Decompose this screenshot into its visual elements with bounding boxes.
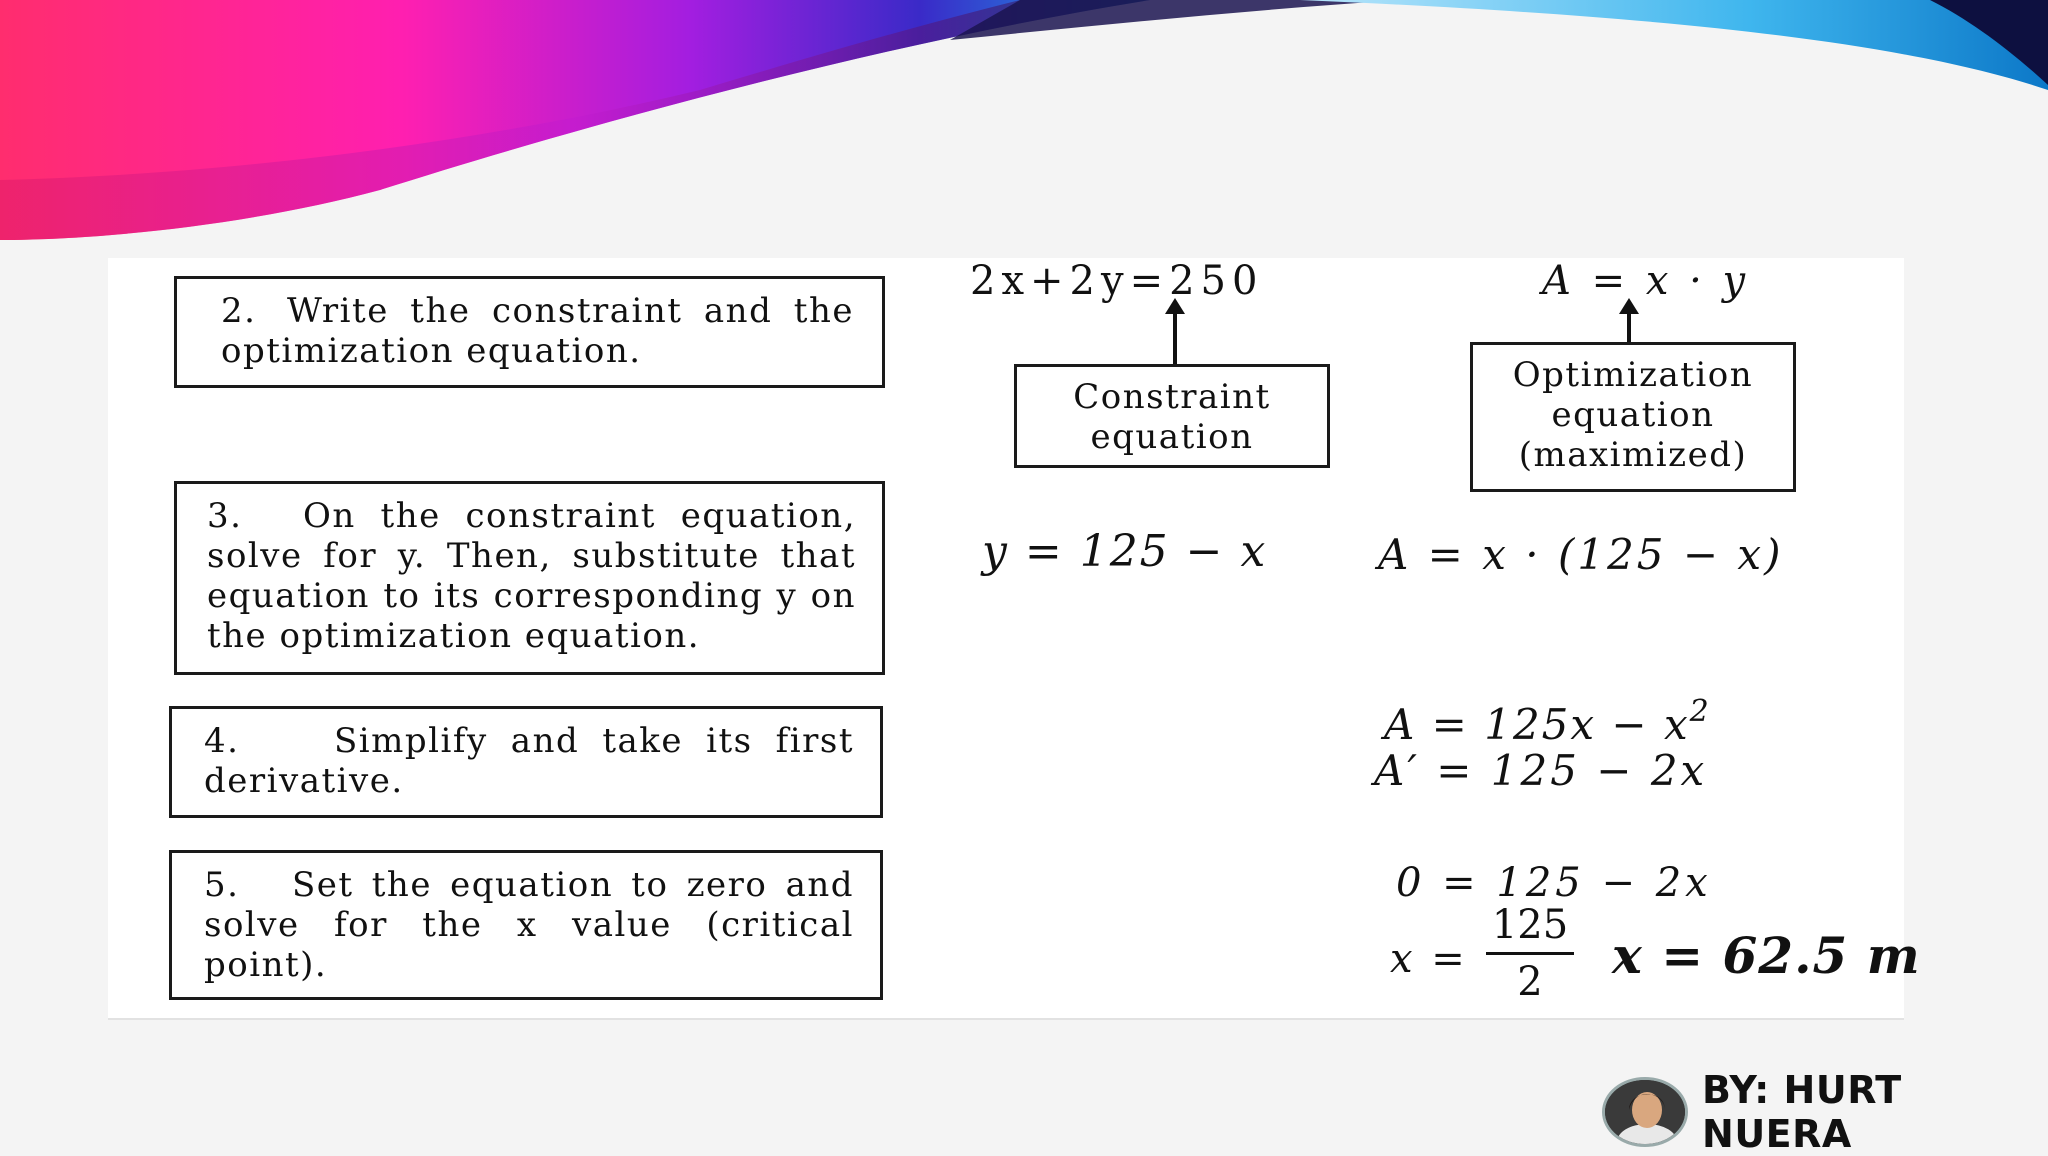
zero-equation: 0 = 125 − 2x xyxy=(1396,860,1712,906)
author-avatar xyxy=(1602,1077,1688,1147)
constraint-arrow xyxy=(1173,312,1177,364)
step-text: On the constraint equation, solve for y. Then, substitute that equation to its corresponding y on the optimization equation. xyxy=(207,496,856,656)
simplified-equation xyxy=(1384,694,1711,749)
exponent: 2 xyxy=(1689,694,1711,729)
constraint-equation: 2x+2y=250 xyxy=(970,258,1264,304)
author-credit xyxy=(1602,1068,2048,1156)
answer-equation: x = 62.5 m xyxy=(1612,926,1921,985)
step-number: 4. xyxy=(204,721,240,761)
label-line: equation xyxy=(1090,417,1254,457)
label-line: (maximized) xyxy=(1518,435,1748,475)
step-number: 2. xyxy=(221,291,257,331)
optimization-equation: A = x · y xyxy=(1542,258,1750,304)
step-4-box xyxy=(169,706,883,818)
step-2-box xyxy=(174,276,885,388)
constraint-label-box xyxy=(1014,364,1330,468)
author-name: BY: HURT NUERA xyxy=(1702,1068,1902,1156)
substituted-equation: A = x · (125 − x) xyxy=(1378,530,1784,579)
fraction-bar xyxy=(1486,952,1574,955)
step-number: 5. xyxy=(204,865,240,905)
derivative-equation: A′ = 125 − 2x xyxy=(1374,746,1708,795)
x-lhs: x = xyxy=(1390,936,1468,982)
decorative-banner xyxy=(0,0,2048,260)
solve-y-equation: y = 125 − x xyxy=(982,526,1268,577)
label-line: equation xyxy=(1551,395,1715,435)
step-3-box xyxy=(174,481,885,675)
optimization-arrow xyxy=(1627,312,1631,342)
simplified-lhs: A = 125x − x xyxy=(1384,700,1690,749)
step-text: Simplify and take its first derivative. xyxy=(204,721,854,801)
step-5-box xyxy=(169,850,883,1000)
optimization-label-box xyxy=(1470,342,1796,492)
fraction xyxy=(1486,902,1574,1005)
step-number: 3. xyxy=(207,496,243,536)
label-line: Constraint xyxy=(1073,377,1271,417)
step-text: Set the equation to zero and solve for the x value (critical point). xyxy=(204,865,854,985)
fraction-numerator: 125 xyxy=(1491,902,1569,948)
step-text: Write the constraint and the optimization equation. xyxy=(221,291,854,371)
label-line: Optimization xyxy=(1512,355,1754,395)
fraction-denominator: 2 xyxy=(1517,959,1543,1005)
